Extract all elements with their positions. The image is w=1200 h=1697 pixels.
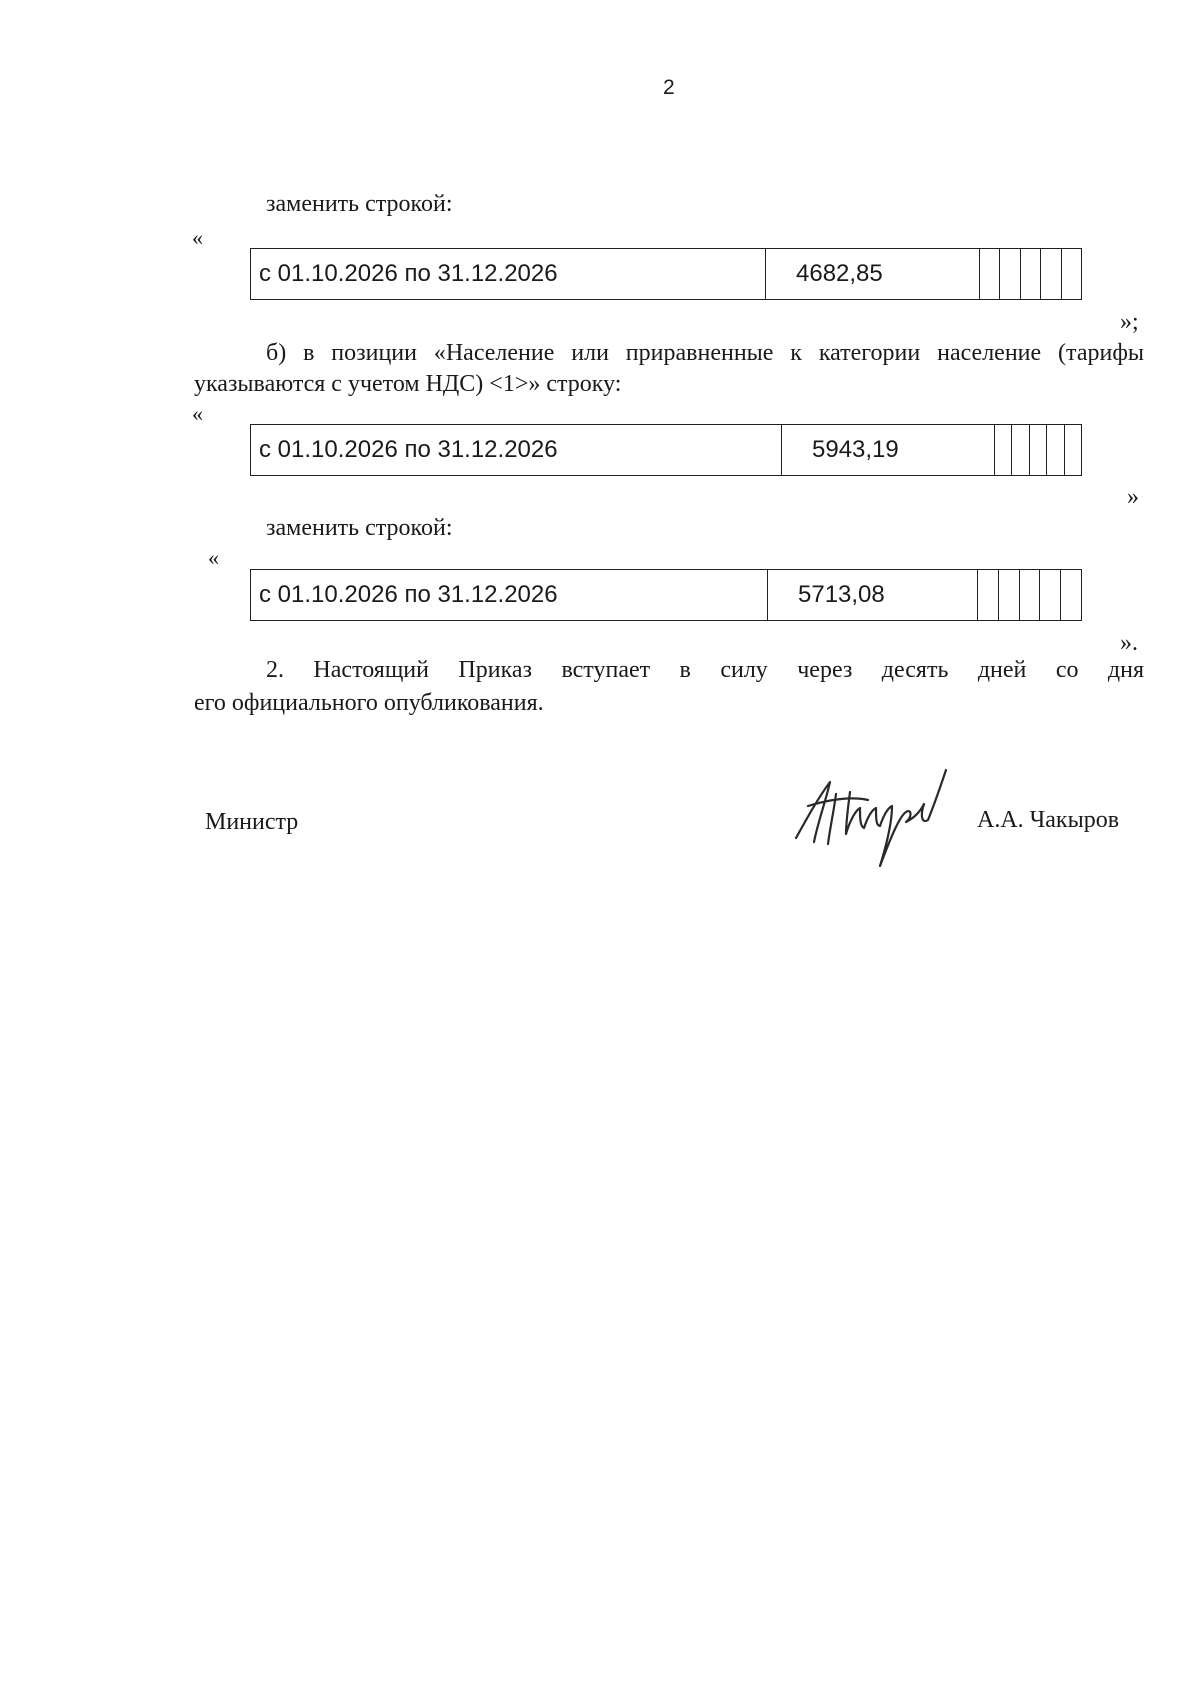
value-cell: 5943,19 xyxy=(782,425,995,476)
replace-with-label-b: заменить строкой: xyxy=(266,515,453,541)
empty-cell xyxy=(980,249,1000,300)
open-quote-a: « xyxy=(192,225,203,250)
empty-cell xyxy=(1061,570,1082,621)
replace-with-label-a: заменить строкой: xyxy=(266,191,453,217)
signatory-name: А.А. Чакыров xyxy=(977,807,1120,833)
empty-cell xyxy=(1029,425,1046,476)
table-row xyxy=(251,249,1082,300)
close-quote-b-replace: ». xyxy=(1120,630,1138,656)
value-cell: 5713,08 xyxy=(768,570,978,621)
tariff-table-b-replace xyxy=(250,569,1082,621)
table-row xyxy=(251,570,1082,621)
handwritten-signature xyxy=(788,760,950,872)
empty-cell xyxy=(1000,249,1020,300)
empty-cell xyxy=(1012,425,1029,476)
empty-cell xyxy=(1040,570,1061,621)
period-cell: с 01.10.2026 по 31.12.2026 xyxy=(251,570,768,621)
close-quote-a: »; xyxy=(1120,309,1139,335)
position-b-intro-line1: б) в позиции «Население или приравненные к категории население (тарифы xyxy=(266,340,1144,366)
signatory-position: Министр xyxy=(205,809,299,835)
empty-cell xyxy=(998,570,1019,621)
position-b-intro-line2: указываются с учетом НДС) <1>» строку: xyxy=(194,371,622,397)
item-2-line1: 2. Настоящий Приказ вступает в силу через десять дней со дня xyxy=(266,657,1144,683)
open-quote-b: « xyxy=(192,401,203,426)
close-quote-b: » xyxy=(1127,484,1139,510)
empty-cell xyxy=(995,425,1012,476)
period-cell: с 01.10.2026 по 31.12.2026 xyxy=(251,249,766,300)
table-row xyxy=(251,425,1082,476)
item-2-line2: его официального опубликования. xyxy=(194,690,544,716)
open-quote-b-replace: « xyxy=(208,545,219,570)
empty-cell xyxy=(978,570,999,621)
empty-cell xyxy=(1047,425,1064,476)
tariff-table-a xyxy=(250,248,1082,300)
empty-cell xyxy=(1019,570,1040,621)
empty-cell xyxy=(1041,249,1061,300)
empty-cell xyxy=(1064,425,1081,476)
empty-cell xyxy=(1061,249,1081,300)
value-cell: 4682,85 xyxy=(766,249,980,300)
empty-cell xyxy=(1020,249,1040,300)
page-number: 2 xyxy=(663,76,675,99)
period-cell: с 01.10.2026 по 31.12.2026 xyxy=(251,425,782,476)
tariff-table-b xyxy=(250,424,1082,476)
